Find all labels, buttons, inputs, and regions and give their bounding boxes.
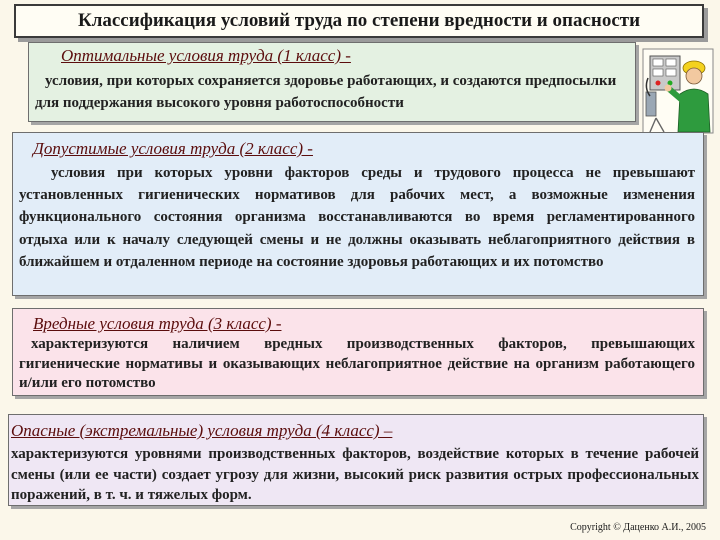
class-2-panel — [12, 132, 704, 296]
class-1-text: условия, при которых сохраняется здоровье работающих, и создаются предпосылки для поддержания высокого уровня работоспособности — [35, 73, 617, 111]
class-3-text: характеризуются наличием вредных производственных факторов, превышающих гигиенические нормативы и оказывающих неблагоприятное действие на организм работающего и/или его потомство — [19, 336, 695, 391]
title-box — [14, 4, 704, 38]
class-4-heading: Опасные (экстремальные) условия труда (4 класс) – — [11, 421, 393, 440]
class-3-panel — [12, 308, 704, 396]
class-2-text: условия при которых уровни факторов среды и трудового процесса не превышают установленных гигиенических нормативов для рабочих мест, а возможные изменения функционального состояния организма восстанавливаются во время регламентированного отдыха или к началу следующей смены и не должны оказывать неблагоприятного действия в ближайшем и отдаленном периоде на состояние здоровья работающих и их потомство — [19, 165, 695, 270]
class-1-heading: Оптимальные условия труда (1 класс) - — [61, 46, 351, 65]
class-4-text: характеризуются уровнями производственных факторов, воздействие которых в течение рабочей смены (или ее части) создает угрозу для жизни, высокий риск развития острых профессиональных поражений, в т. ч. и тяжелых форм. — [11, 446, 699, 503]
class-1-panel — [28, 42, 636, 122]
page-title: Классификация условий труда по степени вредности и опасности — [77, 10, 641, 31]
worker-at-control-panel-icon — [642, 48, 714, 134]
copyright-notice: Copyright © Даценко А.И., 2005 — [570, 522, 706, 533]
class-2-heading: Допустимые условия труда (2 класс) - — [33, 139, 313, 158]
class-4-panel — [8, 414, 704, 506]
class-3-heading: Вредные условия труда (3 класс) - — [33, 314, 282, 333]
